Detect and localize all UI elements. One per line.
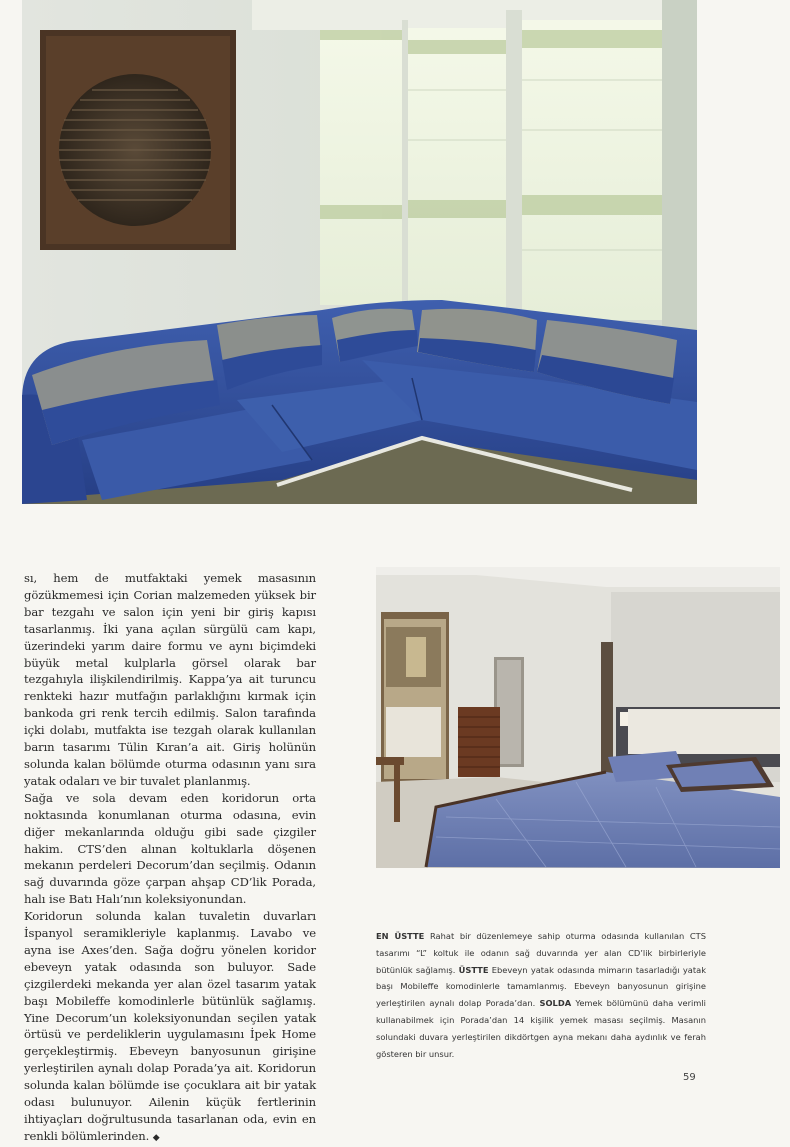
body-paragraph-text: Koridorun solunda kalan tuvaletin duvarları İspanyol seramikleriyle kaplanmış. Lavabo ve ayna ise Axes’den. Sağa doğru yönelen koridor ebeveyn yatak odasında son buluyor. Sade çizgilerdeki mekanda yer alan özel tasarım yatak başı Mobileffe komodinlerle bütünlük sağlamış. Yine Decorum’un koleksiyonundan seçilen yatak örtüsü ve perdeliklerin uygulamasını İpek Home gerçekleştirmiş. Ebeveyn banyosunun girişine yerleştirilen aynalı dolap Porada’ya ait. Koridorun solunda kalan bölümde ise çocuklara ait bir yatak odası bulunuyor. Ailenin küçük fertlerinin ihtiyaçları doğrultusunda tasarlanan oda, evin en renkli bölümlerinden.	[24, 909, 316, 1143]
photo-caption	[376, 928, 706, 1062]
body-paragraph	[24, 908, 316, 1147]
article-body	[24, 570, 316, 1147]
caption-text-above: Ebeveyn yatak odasında mimarın tasarladığı yatak başı Mobileffe komodinlerle tamamlanmış. Ebeveyn banyosunun girişine yerleştirilen aynalı dolap Porada’dan.	[376, 964, 707, 1009]
body-paragraph: Sağa ve sola devam eden koridorun orta noktasında konumlanan oturma odasına, evin diğer mekanlarında olduğu gibi sade çizgiler hakim. CTS’den alınan koltuklarla döşenen mekanın perdeleri Decorum’dan seçilmiş. Odanın sağ duvarında göze çarpan ahşap CD’lik Porada, halı ise Batı Halı’nın koleksiyonundan.	[24, 790, 316, 907]
caption-label-top: EN ÜSTTE	[376, 931, 425, 941]
caption-text-top: Rahat bir düzenlemeye sahip oturma odasında kullanılan CTS tasarımı “L” koltuk ile odanın sağ duvarında yer alan CD’lik birbirleriyle bütünlük sağlamış.	[376, 931, 707, 975]
body-paragraph: sı, hem de mutfaktaki yemek masasının gözükmemesi için Corian malzemeden yüksek bir bar tezgahı ve salon için yeni bir giriş kapısı tasarlanmış. İki yana açılan sürgülü cam kapı, üzerindeki yarım daire formu ve aynı biçimdeki büyük metal kulplarla görsel olarak bar tezgahıyla ilişkilendirilmiş. Kappa’ya ait turuncu renkteki hazır mutfağın parlaklığını kırmak için bankoda gri renk tercih edilmiş. Salon tarafında içki dolabı, mutfakta ise tezgah olarak kullanılan barın tasarımı Tülin Kıran’a ait. Giriş holünün solunda kalan bölümde oturma odasının yanı sıra yatak odaları ve bir tuvalet planlanmış.	[24, 571, 316, 788]
end-mark-icon: ◆	[152, 1132, 160, 1143]
bedroom-photo	[376, 567, 780, 868]
caption-label-above: ÜSTTE	[458, 964, 489, 975]
caption-label-left: SOLDA	[539, 998, 572, 1009]
caption-text-left: Yemek bölümünü daha verimli kullanabilmek için Porada’dan 14 kişilik yemek masası seçilmiş. Masanın solundaki duvara yerleştirilen dikdörtgen ayna mekanı daha aydınlık ve ferah gösteren bir unsur.	[376, 998, 706, 1059]
page-number: 59	[683, 1072, 696, 1083]
living-room-photo	[22, 0, 697, 504]
